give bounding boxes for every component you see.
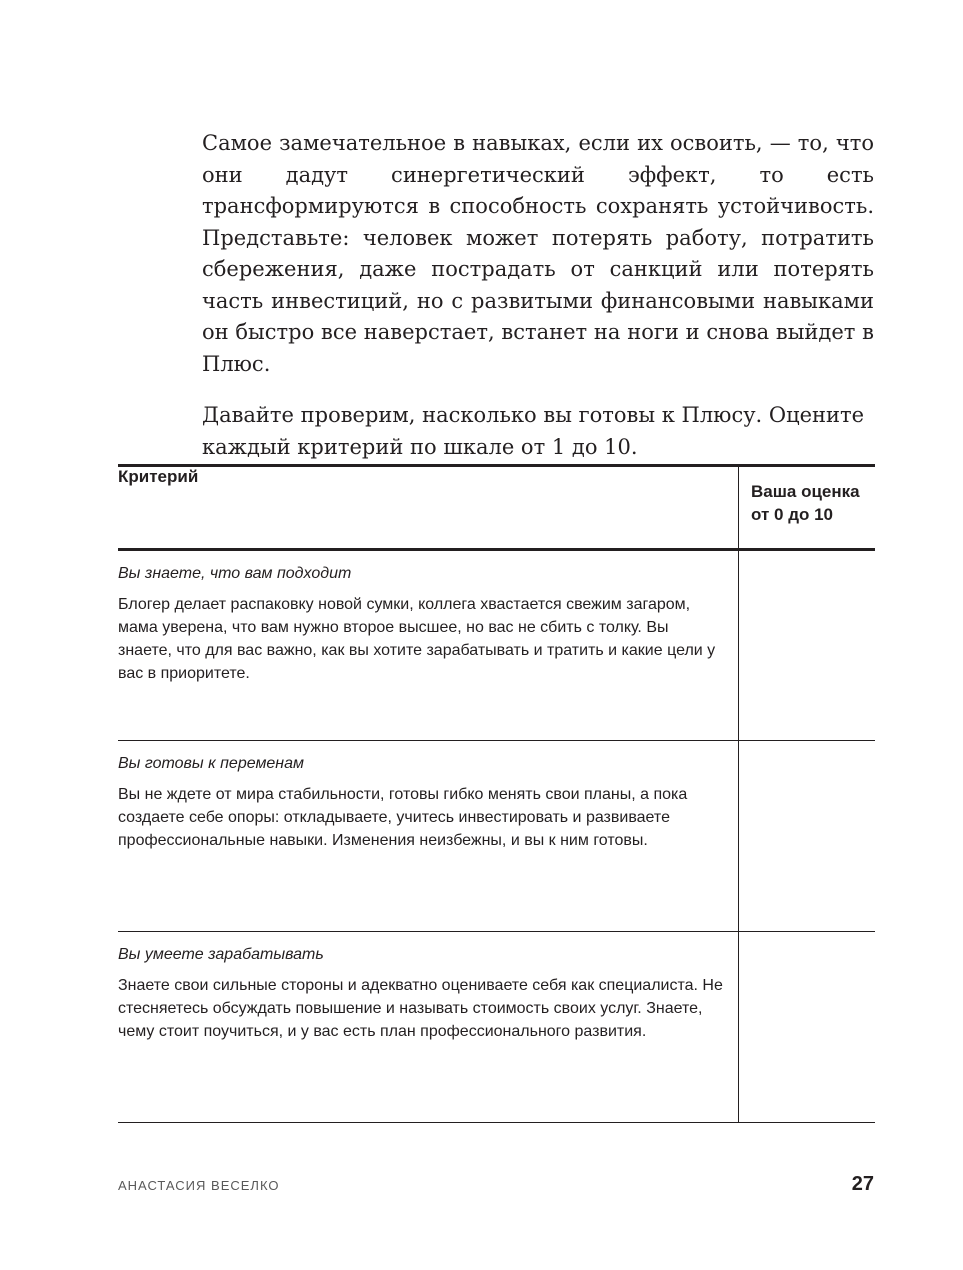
footer-author: АНАСТАСИЯ ВЕСЕЛКО — [118, 1178, 280, 1193]
criterion-title: Вы знаете, что вам подходит — [118, 565, 352, 582]
table-row — [118, 741, 875, 932]
header-criterion: Критерий — [118, 467, 199, 486]
table-header-row — [118, 466, 875, 550]
criterion-title: Вы умеете зарабатывать — [118, 946, 324, 963]
criterion-cell — [118, 550, 739, 741]
header-score: Ваша оценка от 0 до 10 — [739, 466, 876, 550]
criterion-description: Знаете свои сильные стороны и адекватно оцениваете себя как специалиста. Не стесняетесь обсуждать повышение и называть стоимость своих услуг. Знаете, чему стоит поучиться, и у вас есть план профессионального развития. — [118, 977, 723, 1040]
table-row — [118, 932, 875, 1123]
criterion-cell — [118, 932, 739, 1123]
score-cell[interactable] — [739, 741, 876, 932]
intro-text — [202, 128, 874, 483]
score-cell[interactable] — [739, 932, 876, 1123]
intro-paragraph-1: Самое замечательное в навыках, если их освоить, — то, что они дадут синергетический эффект, то есть трансформируются в способность сохранять устойчивость. Представьте: человек может потерять работу, потратить сбережения, даже пострадать от санкций или потерять часть инвестиций, но с развитыми финансовыми навыками он быстро все наверстает, встанет на ноги и снова выйдет в Плюс. — [202, 131, 874, 376]
criterion-title: Вы готовы к переменам — [118, 755, 304, 772]
intro-paragraph-2: Давайте проверим, насколько вы готовы к Плюсу. Оцените каждый критерий по шкале от 1 до 10. — [202, 403, 865, 459]
page-number: 27 — [851, 1173, 874, 1195]
table-row — [118, 550, 875, 741]
criterion-description: Блогер делает распаковку новой сумки, коллега хвастается свежим загаром, мама уверена, что вам нужно второе высшее, но вас не сбить с толку. Вы знаете, что для вас важно, как вы хотите зарабатывать и тратить и какие цели у вас в приоритете. — [118, 596, 716, 682]
criterion-cell — [118, 741, 739, 932]
criterion-description: Вы не ждете от мира стабильности, готовы гибко менять свои планы, а пока создаете себе опоры: откладываете, учитесь инвестировать и развиваете профессиональные навыки. Изменения неизбежны, и вы к ним готовы. — [118, 786, 688, 849]
criteria-table — [118, 464, 875, 1123]
score-cell[interactable] — [739, 550, 876, 741]
